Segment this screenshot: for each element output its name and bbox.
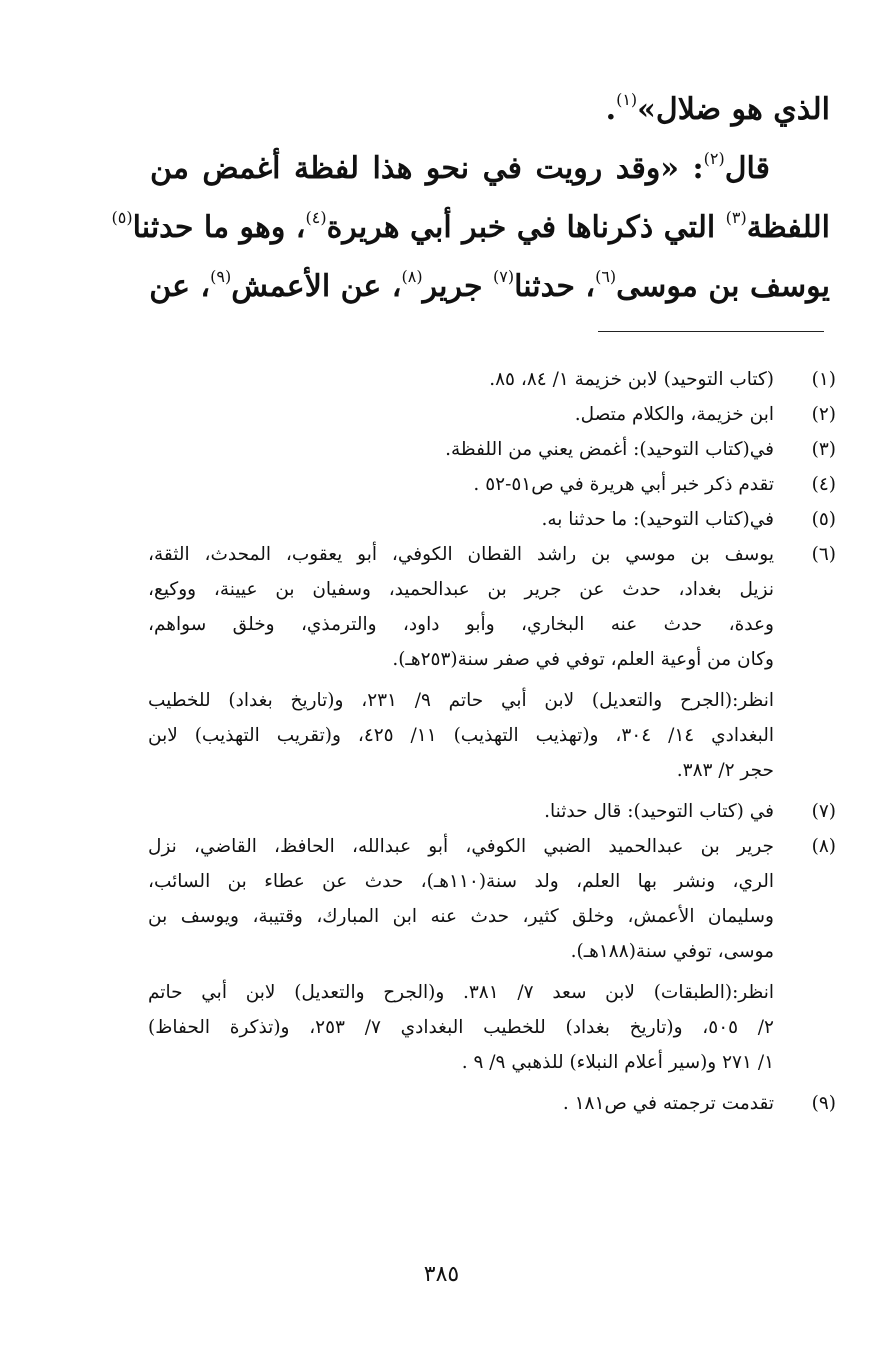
text-run: اللفظة	[746, 210, 830, 245]
footnote-ref[interactable]: (٩)	[210, 267, 232, 286]
footnote-number: (٩)	[811, 1093, 836, 1114]
footnote-ref[interactable]: (٦)	[595, 267, 617, 286]
footnote-line: يوسف بن موسي بن راشد القطان الكوفي، أبو يعقوب، المحدث، الثقة،	[148, 544, 774, 565]
footnote	[148, 794, 836, 829]
footnote-line: موسى، توفي سنة(١٨٨هـ).	[570, 941, 774, 962]
text-line	[150, 80, 830, 139]
footnote-number: (٦)	[811, 544, 836, 565]
footnote-line: وعدة، حدث عنه البخاري، وأبو داود، والترمذي، وخلق سواهم،	[148, 614, 774, 635]
footnote-line: انظر:(الطبقات) لابن سعد ٧/ ٣٨١. و(الجرح والتعديل) لابن أبي حاتم	[148, 982, 774, 1003]
footnote-text	[148, 362, 774, 397]
footnote-paragraph	[148, 467, 774, 502]
footnote-paragraph	[148, 537, 774, 677]
footnote-paragraph	[148, 794, 774, 829]
footnote-line: انظر:(الجرح والتعديل) لابن أبي حاتم ٩/ ٢٣١، و(تاريخ بغداد) للخطيب	[148, 690, 774, 711]
text-run: ، وهو ما حدثنا	[132, 210, 306, 245]
footnote-line: ابن خزيمة، والكلام متصل.	[574, 404, 774, 425]
footnote-ref[interactable]: (٧)	[493, 267, 515, 286]
footnote-number: (٨)	[811, 836, 836, 857]
text-run: : «وقد رويت في نحو هذا لفظة أغمض من	[150, 151, 704, 186]
footnote-line: ٢/ ٥٠٥، و(تاريخ بغداد) للخطيب البغدادي ٧/ ٢٥٣، و(تذكرة الحفاظ)	[148, 1017, 774, 1038]
footnote-line: جرير بن عبدالحميد الضبي الكوفي، أبو عبدالله، الحافظ، القاضي، نزل	[148, 836, 774, 857]
footnote	[148, 537, 836, 788]
footnote-number: (٤)	[811, 474, 836, 495]
footnote-line: في(كتاب التوحيد): أغمض يعني من اللفظة.	[445, 439, 774, 460]
text-run: .	[605, 92, 617, 127]
footnote-number: (٧)	[811, 801, 836, 822]
footnote-ref[interactable]: (١)	[616, 90, 638, 109]
footnote	[148, 397, 836, 432]
text-run: جرير	[422, 269, 494, 304]
footnote-ref[interactable]: (٥)	[111, 208, 133, 227]
text-run: ، عن الأعمش	[231, 269, 402, 304]
text-run: الذي هو ضلال»	[637, 92, 830, 127]
text-run: قال	[724, 151, 770, 186]
page-number: ٣٨٥	[423, 1262, 460, 1287]
footnote-line: البغدادي ١٤/ ٣٠٤، و(تهذيب التهذيب) ١١/ ٤٢٥، و(تقريب التهذيب) لابن	[148, 725, 774, 746]
footnote-text	[148, 537, 774, 788]
footnote	[148, 467, 836, 502]
text-run: ، حدثنا	[514, 269, 596, 304]
text-run: يوسف بن موسى	[616, 269, 830, 304]
footnote-paragraph	[148, 829, 774, 969]
footnote-paragraph	[148, 975, 774, 1080]
footnote-paragraph	[148, 1086, 774, 1121]
footnote-line: وكان من أوعية العلم، توفي في صفر سنة(٢٥٣هـ).	[392, 649, 774, 670]
footnote-number: (٥)	[811, 509, 836, 530]
footnotes	[148, 362, 836, 1121]
footnote-paragraph	[148, 502, 774, 537]
footnote-ref[interactable]: (٨)	[401, 267, 423, 286]
footnote-line: تقدمت ترجمته في ص١٨١ .	[562, 1093, 774, 1114]
footnote-text	[148, 794, 774, 829]
footnote-ref[interactable]: (٤)	[305, 208, 327, 227]
footnote-line: ١/ ٢٧١ و(سير أعلام النبلاء) للذهبي ٩/ ٩ .	[461, 1052, 774, 1073]
footnote	[148, 362, 836, 397]
text-line	[150, 139, 830, 198]
footnote-text	[148, 432, 774, 467]
footnote-line: تقدم ذكر خبر أبي هريرة في ص٥١-٥٢ .	[473, 474, 774, 495]
footnote	[148, 1086, 836, 1121]
footnote-text	[148, 1086, 774, 1121]
main-text	[111, 80, 830, 316]
footnote-ref[interactable]: (٢)	[703, 149, 725, 168]
footnote-line: حجر ٢/ ٣٨٣.	[676, 760, 774, 781]
footnote-text	[148, 467, 774, 502]
footnote-number: (١)	[811, 369, 836, 390]
footnote-number: (٣)	[811, 439, 836, 460]
footnote-paragraph	[148, 432, 774, 467]
footnote	[148, 829, 836, 1080]
footnote-line: وسليمان الأعمش، وخلق كثير، حدث عنه ابن المبارك، وقتيبة، ويوسف بن	[148, 906, 774, 927]
footnote-number: (٢)	[811, 404, 836, 425]
text-run: ، عن	[149, 269, 211, 304]
footnote-line: في (كتاب التوحيد): قال حدثنا.	[544, 801, 774, 822]
footnote-paragraph	[148, 362, 774, 397]
footnote-text	[148, 397, 774, 432]
footnote-line: الري، ونشر بها العلم، ولد سنة(١١٠هـ)، حدث عن عطاء بن السائب،	[148, 871, 774, 892]
text-line	[150, 257, 830, 316]
footnote	[148, 502, 836, 537]
footnote-line: نزيل بغداد، حدث عن جرير بن عبدالحميد، وسفيان بن عيينة، ووكيع،	[148, 579, 774, 600]
footnote-separator	[598, 331, 824, 332]
footnote-paragraph	[148, 683, 774, 788]
footnote-line: في(كتاب التوحيد): ما حدثنا به.	[541, 509, 774, 530]
footnote	[148, 432, 836, 467]
footnote-text	[148, 502, 774, 537]
text-run: التي ذكرناها في خبر أبي هريرة	[326, 210, 726, 245]
footnote-text	[148, 829, 774, 1080]
footnote-ref[interactable]: (٣)	[725, 208, 747, 227]
footnote-line: (كتاب التوحيد) لابن خزيمة ١/ ٨٤، ٨٥.	[489, 369, 774, 390]
footnote-paragraph	[148, 397, 774, 432]
text-line	[111, 198, 830, 257]
